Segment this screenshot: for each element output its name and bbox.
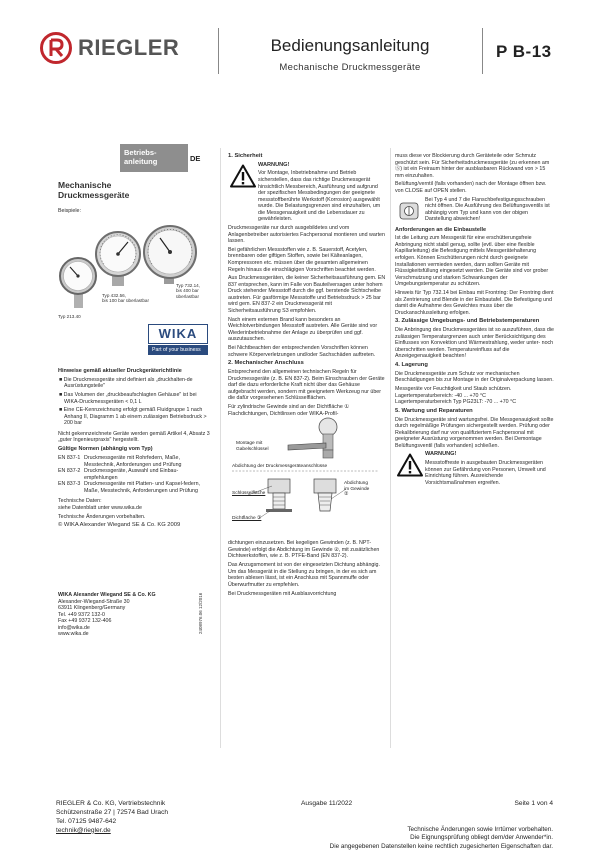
- figure-label-thread-line-2: im Gewinde: [344, 486, 370, 492]
- document-title: Bedienungsanleitung: [270, 36, 430, 55]
- section-4-heading: 4. Lagerung: [395, 361, 428, 368]
- norm-key-1: EN 837-1: [58, 454, 81, 461]
- footer-disclaimer-line-3: Die angegebenen Datenstellen keine rechtlich zugesicherten Eigenschaften dar.: [329, 842, 553, 850]
- norm-row: [58, 481, 210, 494]
- figure-label-thread-line-1: Abdichtung: [344, 481, 369, 487]
- header-divider-left: [218, 28, 219, 74]
- vent-note-block: [395, 197, 555, 227]
- norm-value-3: Druckmessgeräte mit Platten- und Kapsel-federn, Maße, Messtechnik, Anforderungen und Prüfung: [84, 481, 200, 494]
- cover-title-line-2: Druckmessgeräte: [58, 190, 130, 200]
- norm-row: [58, 455, 210, 468]
- wika-tagline: Part of your business: [148, 345, 208, 355]
- col3-paragraph: muss diese vor Blockierung durch Geräteteile oder Schmutz geschützt sein. Für Sicherheitsdruckmessgeräte (zu erkennen am Ⓢ) ist ein Freiraum hinter der ausblasbaren Rückwand von > 15 mm einzuhalten.: [395, 153, 550, 179]
- footer-contact: [56, 800, 168, 836]
- figure-label-montage: [236, 441, 269, 452]
- header-divider-right: [482, 28, 483, 74]
- brand-name: RIEGLER: [78, 35, 180, 60]
- warning-block-2: [395, 451, 555, 486]
- manual-cover-column: [52, 138, 212, 758]
- col3-paragraph: Ist die Leitung zum Messgerät für eine erschütterungsfreie Anbringung nicht stabil genug, sollte (evtl. über eine flexible Kapillarleitung) die Befestigung mittels Messgerätehalterung erfolgen. Können Erschütterungen nicht durch geeignete Installationen vermieden werden, dann sollten Geräte mit Flüssigkeitsfüllung eingesetzt werden. Die Geräte sind vor grober Verschmutzung und starken Schwankungen der Umgebungstemperatur zu schützen.: [395, 235, 549, 288]
- col2-paragraph: dichtungen einzusetzen. Bei kegeligen Gewinden (z. B. NPT-Gewinde) erfolgt die Abdichtung im Gewinde ②, mit zusätzlichen Dichtwerkstoffen, wie z. B. PTFE-Band (EN 837-2).: [228, 540, 380, 560]
- address-street: Alexander-Wiegand-Straße 30: [58, 598, 130, 605]
- page-footer: [0, 800, 595, 850]
- hint-bullet: ■ Das Volumen der „druckbeaufschlagten Gehäuse" ist bei WIKA-Druckmessgeräten < 0,1 L: [59, 392, 197, 405]
- footer-disclaimer: [293, 826, 553, 851]
- section-1-heading: 1. Sicherheit: [228, 153, 263, 159]
- address-city: 63911 Klingenberg/Germany: [58, 605, 126, 612]
- section-5-heading: 5. Wartung und Reparaturen: [395, 407, 473, 414]
- warning-triangle-icon: [397, 453, 423, 477]
- cover-top: [52, 138, 212, 174]
- col2-paragraph: Das Anzugsmoment ist von der eingesetzten Dichtung abhängig. Um das Messgerät in die Stellung zu bringen, in der es sich am besten ablesen lässt, ist ein Anschluss mit Spannmuffe oder Überwurfmutter zu empfehlen.: [228, 562, 380, 588]
- tech-changes: Technische Änderungen vorbehalten.: [58, 513, 146, 520]
- hint-heading: Hinweise gemäß aktueller Druckgeräterichtlinie: [58, 368, 182, 374]
- col2-paragraph: Bei Druckmessgeräten mit Ausblasvorrichtung: [228, 590, 337, 597]
- col2-paragraph: Für zylindrische Gewinde sind an der Dichtfläche ① Flachdichtungen, Dichtlinsen oder WIKA-Profil-: [228, 404, 350, 417]
- warning-heading-1: WARNUNG!: [258, 161, 290, 168]
- tab-line-1: Betriebs-: [124, 148, 157, 157]
- footer-page-number: Seite 1 von 4: [514, 800, 553, 807]
- manual-column-3: [395, 153, 555, 489]
- tech-data: [58, 498, 210, 511]
- footer-street: Schützenstraße 27 | 72574 Bad Urach: [56, 808, 169, 816]
- address-company: WIKA Alexander Wiegand SE & Co. KG: [58, 592, 156, 598]
- caption-732-14-line-2: bis 400 bar überlastbar: [176, 288, 199, 299]
- riegler-logo: [40, 32, 179, 64]
- document-number-vertical: 2408976.06 12/2016: [198, 592, 203, 634]
- norm-value-2: Druckmessgeräte, Auswahl und Einbau-empfehlungen: [84, 468, 179, 481]
- seal-illustration-left: [266, 479, 292, 512]
- hint-bullet-text-2: Das Volumen der „druckbeaufschlagten Gehäuse" ist bei WIKA-Druckmessgeräten < 0,1 L: [63, 392, 197, 405]
- cover-title: [58, 180, 129, 200]
- address-email: info@wika.de: [58, 624, 90, 631]
- caption-732-14-line-1: Typ 732.14,: [176, 283, 201, 288]
- col3-paragraph: Die Druckmessgeräte zum Schutz vor mechanischen Beschädigungen bis zur Montage in der Originalverpackung lassen.: [395, 370, 554, 384]
- norms-heading: Gültige Normen (abhängig vom Typ): [58, 446, 153, 453]
- mounting-figure: [228, 419, 382, 537]
- col3-paragraph: Die Anbringung des Druckmessgerätes ist so auszuführen, dass die zulässigen Temperaturgrenzen auch unter Berücksichtigung des Einflusses von Konvektion und Wärmestrahlung, weder unter- noch überschritten werden. Temperatureinfluss auf die Anzeigegenauigkeit beachten!: [395, 327, 554, 360]
- col2-paragraph: Aus Druckmessgeräten, die keiner Sicherheitsausführung gem. EN 837 entsprechen, kann im Falle von Bauteilversagen unter hohem Druck stehender Messstoff durch die ggf. berstende Sichtscheibe austreten. Für gasförmige Messstoffe und Betriebsdruck > 25 bar wird gem. EN 837-2 ein Druckmessgerät mit Sicherheitsausführung S3 empfohlen.: [228, 275, 386, 314]
- wika-logo: WIKA: [148, 324, 208, 344]
- tech-data-link: siehe Datenblatt unter www.wika.de: [58, 504, 142, 511]
- footer-company: RIEGLER & Co. KG, Vertriebstechnik: [56, 800, 166, 807]
- non-ce-note: Nicht gekennzeichnete Geräte werden gemäß Artikel 4, Absatz 3 „guter Ingenieurpraxis" hergestellt.: [58, 430, 210, 444]
- column-divider: [220, 148, 221, 748]
- document-subtitle: Mechanische Druckmessgeräte: [279, 62, 421, 73]
- warning-text-1: Vor Montage, Inbetriebnahme und Betrieb sicherstellen, dass das richtige Druckmessgerät hinsichtlich Messbereich, Ausführung und aufgrund der spezifischen Messbedingungen der geeignete messstoffberührte Werkstoff (Korrosion) ausgewählt wurde. Die Belastungsgrenzen sind einzuhalten, um die Messgenauigkeit und die Lebensdauer zu gewährleisten.: [258, 170, 381, 223]
- col2-paragraph: Bei gefährlichen Messstoffen wie z. B. Sauerstoff, Acetylen, brennbaren oder giftigen Stoffen, sowie bei Kälteanlagen, Kompressoren etc. müssen über die gesamten allgemeinen Regeln hinaus die einschlägigen Vorschriften beachtet werden.: [228, 246, 376, 273]
- col3-paragraph: Die Druckmessgeräte sind wartungsfrei. Die Messgenauigkeit sollte durch regelmäßige Prüfungen sichergestellt werden. Prüfung oder Rekalibrierung darf nur von qualifiziertem Fachpersonal mit geeigneter Ausrüstung vorgenommen werden. Bei Demontage Belüftungsventil (falls vorhanden) schließen.: [395, 416, 554, 449]
- gauge-432-56: [96, 232, 140, 286]
- footer-disclaimer-line-1: Technische Änderungen sowie Irrtümer vorbehalten.: [407, 826, 553, 833]
- hint-bullet: ■ Eine CE-Kennzeichnung erfolgt gemäß Fluidgruppe 1 nach Anhang II, Diagramm 1 ab einem zulässigen Betriebsdruck > 200 bar: [59, 407, 207, 427]
- scanned-manual-page: [52, 138, 558, 758]
- footer-phone: Tel. 07125 9487-642: [56, 817, 117, 825]
- figure-label-montage-line-2: Gabelschlüssel: [236, 446, 269, 452]
- norm-key-3: EN 837-3: [58, 481, 81, 488]
- figure-label-seal: Abdichtung der Druckmessgeräteanschlüsse: [232, 464, 328, 470]
- warning-text-2: Messstoffreste in ausgebauten Druckmessgeräten können zur Gefährdung von Personen, Umwelt und Einrichtung führen. Ausreichende Vorsichtsmaßnahmen ergreifen.: [425, 460, 546, 486]
- footer-email-link[interactable]: technik@riegler.de: [56, 826, 111, 834]
- gauge-photos: [52, 214, 212, 324]
- installation-heading: Anforderungen an die Einbaustelle: [395, 226, 487, 233]
- hint-bullet: ■ Die Druckmessgeräte sind definiert als „druckhalten-de Ausrüstungsteile": [59, 376, 193, 390]
- norm-key-2: EN 837-2: [58, 468, 81, 475]
- hint-bullet-text-3: Eine CE-Kennzeichnung erfolgt gemäß Fluidgruppe 1 nach Anhang II, Diagramm 1 ab einem zulässigen Betriebsdruck > 200 bar: [63, 407, 207, 427]
- col1-text: [58, 368, 210, 531]
- riegler-logo-icon: [40, 32, 72, 64]
- address-web: www.wika.de: [58, 631, 89, 638]
- col2-paragraph: Druckmessgeräte nur durch ausgebildetes und vom Anlagenbetreiber autorisiertes Fachpersonal montieren und warten lassen.: [228, 225, 385, 245]
- wika-copyright: © WIKA Alexander Wiegand SE & Co. KG 2009: [58, 522, 181, 529]
- footer-edition: Ausgabe 11/2022: [301, 800, 353, 807]
- col3-paragraph: Messgeräte vor Feuchtigkeit und Staub schützen.: [395, 386, 512, 392]
- figure-label-thread-line-3: ②: [344, 492, 349, 498]
- gauge-illustrations: [52, 214, 212, 324]
- warning-triangle-icon: [230, 164, 256, 188]
- col3-paragraph: Lagertemperaturbereich: -40 ... +70 °C: [395, 392, 486, 399]
- norm-row: [58, 468, 210, 481]
- address-phone: Tel. +49 9372 132-0: [58, 611, 105, 618]
- vent-valve-icon: [397, 199, 421, 223]
- tab-line-2: anleitung: [124, 157, 158, 166]
- gauge-213-40: [60, 258, 96, 308]
- figure-label-montage-line-1: Montage mit: [236, 441, 263, 447]
- section-2-heading: 2. Mechanischer Anschluss: [228, 360, 304, 367]
- cover-title-line-1: Mechanische: [58, 180, 112, 190]
- manual-tab: [120, 144, 188, 172]
- wrench-illustration: [288, 418, 337, 458]
- seal-illustration-right: [314, 479, 336, 511]
- footer-disclaimer-line-2: Die Eignungsprüfung obliegt dem/der Anwender*in.: [410, 834, 553, 842]
- document-title-box: [222, 36, 478, 73]
- section-3-heading: 3. Zulässige Umgebungs- und Betriebstemperaturen: [395, 318, 540, 325]
- manual-column-2: [228, 153, 386, 599]
- figure-label-thread-seal: [344, 481, 369, 498]
- language-label: DE: [190, 154, 201, 163]
- examples-label: Beispiele:: [58, 208, 81, 214]
- caption-732-14: [176, 283, 212, 299]
- col3-paragraph: Belüftung/verntil (falls vorhanden) nach der Montage öffnen bzw. von CLOSE auf OPEN stellen.: [395, 181, 547, 194]
- figure-label-key-surface: Schlüsselfläche: [232, 491, 266, 497]
- col2-paragraph: Bei Nichtbeachten der entsprechenden Vorschriften können schwere Körperverletzungen und/oder Sachschäden auftreten.: [228, 345, 376, 358]
- caption-213-40: Typ 213.40: [58, 314, 81, 319]
- col3-paragraph: Hinweis für Typ 732.14 bei Einbau mit Frontring: Der Frontring dient als Zentrierung und Blende in der Einbautafel. Die Befestigung und damit die Aufnahme des Gewichtes muss über die Druckanschlussleitung erfolgen.: [395, 289, 554, 316]
- col3-paragraph: Bei Typ 4 und 7 die Flanschbefestigungsschrauben nicht öffnen. Die Ausführung des Belüftungsventils ist abhängig vom Typ und kann von der obigen Darstellung abweichen!: [425, 196, 550, 223]
- caption-432-56-line-1: Typ 432.56,: [102, 293, 127, 298]
- document-code: P B-13: [496, 42, 552, 61]
- col3-paragraph: Lagertemperaturbereich Typ PG23LT: -70 ... +70 °C: [395, 399, 517, 406]
- wika-brand: [148, 324, 208, 362]
- norm-value-1: Druckmessgeräte mit Rohrfedern, Maße, Messtechnik, Anforderungen und Prüfung: [84, 454, 182, 468]
- tech-data-label: Technische Daten:: [58, 498, 102, 505]
- col2-paragraph: Entsprechend den allgemeinen technischen Regeln für Druckmessgeräte (z. B. EN 837-2). Beim Einschrauben der Geräte darf die dazu erforderliche Kraft nicht über das Gehäuse aufgebracht werden, sondern mit geeignetem Werkzeug nur über die dafür vorgesehenen Schlüsselflächen.: [228, 369, 385, 402]
- wika-address: [58, 592, 168, 638]
- warning-block-1: [228, 162, 386, 223]
- figure-label-seal-surface: Dichtfläche ①: [232, 516, 262, 522]
- page-header: [0, 0, 595, 100]
- hint-bullet-text-1: Die Druckmessgeräte sind definiert als „druckhalten-de Ausrüstungsteile": [63, 376, 193, 390]
- address-fax: Fax +49 9372 132-406: [58, 618, 112, 625]
- caption-432-56-line-2: bis 100 bar überlastbar: [102, 298, 149, 304]
- gauge-732-14: [144, 226, 196, 284]
- warning-heading-2: WARNUNG!: [425, 451, 457, 458]
- column-divider: [390, 148, 391, 748]
- col2-paragraph: Nach einem externen Brand kann besonders an Weichlotverbindungen Messstoff austreten. Alle Geräte sind vor Wiederinbetriebnahme der Anlage zu überprüfen und ggf. auszutauschen.: [228, 316, 378, 343]
- caption-432-56: [102, 293, 149, 304]
